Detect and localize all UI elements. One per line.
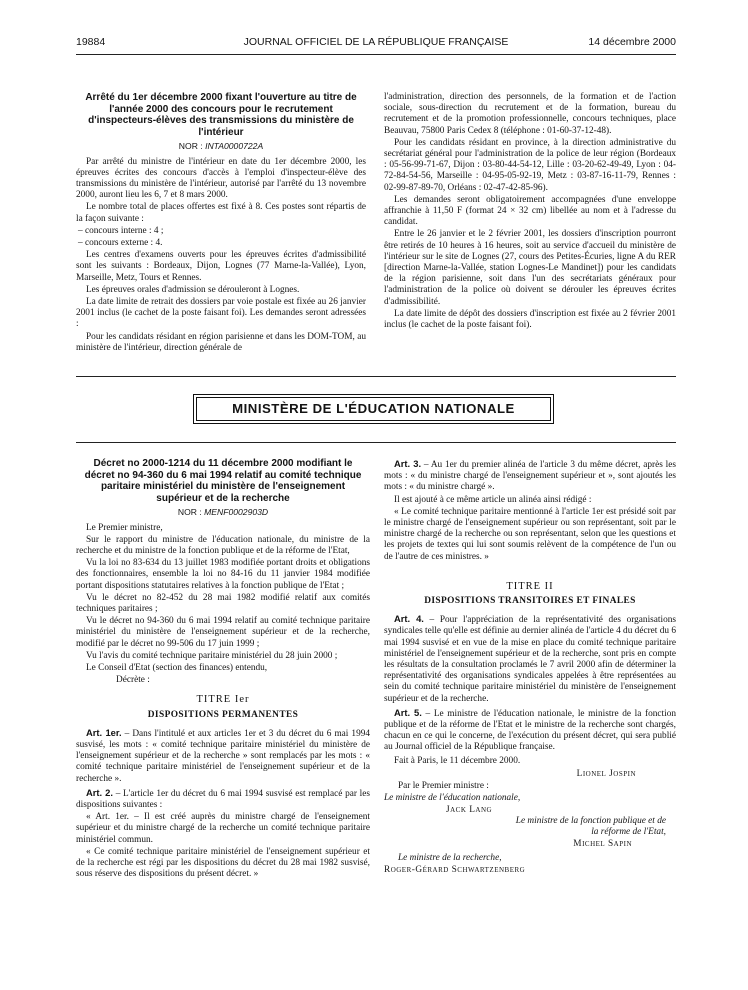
art-4-text: – Pour l'appréciation de la représentativité des organisations syndicales telle qu'elle est définie au dernier alinéa de l'article 4 du décret du 6 mai 1994 susvisé et en vue de la mise en place du comité technique paritaire ministériel de l'enseignement supérieur et de la recherche, sont pris en compte les résultats de la consultation proclamés le 7 avril 2000 afin de déterminer la représentativité des organisations syndicales appelées à être représentées au sein du comité technique paritaire ministériel du ministère de l'enseignement supérieur et de la recherche. <box>384 615 676 704</box>
nor-label: NOR : <box>178 141 203 152</box>
minister-fonction-publique-title: Le ministre de la fonction publique et de la réforme de l'Etat, <box>515 815 666 837</box>
arrete-nor <box>76 141 366 152</box>
nor-code: INTA0000722A <box>205 141 264 152</box>
signature-education: Jack Lang <box>446 804 493 815</box>
art-2-quote: « Art. 1er. – Il est créé auprès du ministre chargé de l'enseignement supérieur et du ministre chargé de la recherche un comité technique paritaire ministériel commun. <box>76 812 370 845</box>
decret-title: Décret no 2000-1214 du 11 décembre 2000 modifiant le décret no 94-360 du 6 mai 1994 relatif au comité technique paritaire ministériel du ministère de l'enseignement supérieur et de la recherche <box>84 458 362 504</box>
journal-title: JOURNAL OFFICIEL DE LA RÉPUBLIQUE FRANÇAISE <box>243 36 509 48</box>
signature-fonction-publique: Michel Sapin <box>573 838 632 849</box>
preamble-line: Sur le rapport du ministre de l'éducation nationale, du ministre de la recherche et du ministre de la fonction publique et de la réforme de l'Etat, <box>76 534 370 556</box>
page-header <box>76 36 676 52</box>
arrete-paragraph: La date limite de dépôt des dossiers d'inscription est fixée au 2 février 2001 inclus (le cachet de la poste faisant foi). <box>384 308 676 331</box>
art-1-label: Art. 1er. <box>86 726 122 738</box>
preamble-line: Vu le décret no 82-452 du 28 mai 1982 modifié relatif aux comités techniques paritaires ; <box>76 592 370 614</box>
minister-education-title: Le ministre de l'éducation nationale, <box>384 792 521 803</box>
section-rule <box>76 376 676 377</box>
art-3-paragraph: Il est ajouté à ce même article un alinéa ainsi rédigé : <box>394 494 592 505</box>
titre-1-heading: DISPOSITIONS PERMANENTES <box>147 709 299 720</box>
section-rule <box>76 442 676 443</box>
art-5-label: Art. 5. <box>394 706 422 718</box>
arrete-paragraph: Les épreuves orales d'admission se dérouleront à Lognes. <box>86 284 300 295</box>
art-4-label: Art. 4. <box>394 613 424 625</box>
titre-2: TITRE II <box>506 580 554 592</box>
fait-a-paris: Fait à Paris, le 11 décembre 2000. <box>394 755 521 766</box>
arrete-title: Arrêté du 1er décembre 2000 fixant l'ouverture au titre de l'année 2000 des concours pour le recrutement d'inspecteurs-élèves des transmissions du ministère de l'intérieur <box>85 92 357 138</box>
decret-left-column <box>76 458 370 881</box>
arrete-paragraph: Le nombre total de places offertes est fixé à 8. Ces postes sont répartis de la façon suivante : <box>76 202 366 224</box>
decret-right-column <box>384 458 676 876</box>
art-5-text: – Le ministre de l'éducation nationale, le ministre de la fonction publique et de la réforme de l'Etat et le ministre de la recherche sont chargés, chacun en ce qui le concerne, de l'exécution du présent décret, qui sera publié au Journal officiel de la République française. <box>384 708 676 753</box>
art-1-text: – Dans l'intitulé et aux articles 1er et 3 du décret du 6 mai 1994 susvisé, les mots : « comité technique paritaire ministériel du ministère de l'enseignement supérieur et de la recherche » sont remplacés par les mots : « comité technique paritaire ministériel de l'enseignement supérieur et de la recherche ». <box>76 728 371 784</box>
arrete-paragraph: Entre le 26 janvier et le 2 février 2001, les dossiers d'inscription pourront être retirés de 10 heures à 16 heures, soit au service d'accueil du ministère de l'intérieur sur le site de Lognes (27, cours des Petites-Écuries, ligne A du RER [direction Marne-la-Vallée, station Lognes-Le Mandinet]) pour les candidats de la région parisienne, soit dans l'un des secrétariats généraux pour l'administration de la police où doivent se dérouler les épreuves écrites d'admissibilité. <box>384 229 676 307</box>
preamble-line: Le Premier ministre, <box>86 522 163 533</box>
arrete-paragraph: Pour les candidats résidant en province, à la direction administrative du secrétariat général pour l'administration de la police de leur région (Bordeaux : 05-56-99-71-67, Dijon : 03-80-44-54-12, Lille : 03-20-62-49-49, Lyon : 04-72-84-54-56, Marseille : 04-95-05-92-19, Metz : 03-87-16-11-79, Rennes : 02-99-87-89-70, Orléans : 02-47-42-85-96). <box>384 137 676 193</box>
article-3 <box>384 458 676 494</box>
art-3-label: Art. 3. <box>394 458 422 469</box>
arrete-paragraph: Pour les candidats résidant en région parisienne et dans les DOM-TOM, au ministère de l'intérieur, direction générale de <box>76 331 366 353</box>
arrete-list-item: – concours interne : 4 ; <box>78 225 164 236</box>
arrete-paragraph: La date limite de retrait des dossiers par voie postale est fixée au 26 janvier 2001 inclus (le cachet de la poste faisant foi). Les demandes seront adressées : <box>76 297 366 330</box>
titre-2-heading: DISPOSITIONS TRANSITOIRES ET FINALES <box>424 596 636 607</box>
minister-recherche-title: Le ministre de la recherche, <box>398 852 502 863</box>
art-3-text: – Au 1er du premier alinéa de l'article 3 du même décret, après les mots : « du ministre chargé de l'enseignement supérieur et », sont ajoutés les mots : « du ministre chargé ». <box>384 460 677 493</box>
article-2 <box>76 787 370 811</box>
arrete-paragraph: l'administration, direction des personnels, de la formation et de l'action sociale, sous-direction du recrutement et de la formation, bureau du recrutement et de la promotion professionnelle, concours techniques, place Beauvau, 75800 Paris Cedex 8 (téléphone : 01-60-37-12-48). <box>384 92 676 136</box>
preamble-line: Le Conseil d'Etat (section des finances) entendu, <box>86 663 268 674</box>
article-4 <box>384 613 676 705</box>
arrete-paragraph: Les centres d'examens ouverts pour les épreuves écrites d'admissibilité sont les suivants : Bordeaux, Dijon, Lognes (77 Marne-la-Vallée), Lyon, Marseille, Metz, Tours et Rennes. <box>76 250 366 283</box>
header-rule <box>76 54 676 55</box>
preamble-line: Vu la loi no 83-634 du 13 juillet 1983 modifiée portant droits et obligations des fonctionnaires, ensemble la loi no 84-16 du 11 janvier 1984 modifiée portant dispositions statutaires relatives à la fonction publique de l'Etat ; <box>76 558 370 591</box>
arrete-paragraph: Par arrêté du ministre de l'intérieur en date du 1er décembre 2000, les épreuves écrites des concours d'accès à l'emploi d'inspecteur-élève des transmissions du ministère de l'intérieur, autorisé par l'arrêté du 13 novembre 2000, auront lieu les 6, 7 et 8 mars 2000. <box>76 156 366 201</box>
art-2-text: – L'article 1er du décret du 6 mai 1994 susvisé est remplacé par les dispositions suivantes : <box>76 788 370 811</box>
par-premier-ministre: Par le Premier ministre : <box>398 780 489 791</box>
issue-date: 14 décembre 2000 <box>588 36 676 48</box>
art-2-quote: « Ce comité technique paritaire ministériel de l'enseignement supérieur et de la recherche est régi par les dispositions du décret du 28 mai 1982 susvisé, sous réserve des dispositions du présent décret. » <box>76 846 370 880</box>
decret-nor <box>76 507 370 518</box>
art-2-label: Art. 2. <box>86 786 113 798</box>
decrete: Décrète : <box>116 675 150 686</box>
art-3-quote: « Le comité technique paritaire mentionné à l'article 1er est présidé soit par le ministre chargé de l'enseignement supérieur ou son représentant, soit par le ministre chargé de la recherche ou son représentant, selon que les questions et les projets de textes qui lui sont soumis relèvent de la compétence de l'un ou de l'autre de ces ministres. » <box>384 506 676 562</box>
ministry-banner: MINISTÈRE DE L'ÉDUCATION NATIONALE <box>196 397 551 421</box>
signature-recherche: Roger-Gérard Schwartzenberg <box>384 864 526 875</box>
nor-code: MENF0002903D <box>204 507 269 518</box>
nor-label: NOR : <box>177 507 202 518</box>
titre-1: TITRE Ier <box>196 694 250 706</box>
signature-pm: Lionel Jospin <box>576 768 636 779</box>
preamble-line: Vu le décret no 94-360 du 6 mai 1994 relatif au comité technique paritaire ministériel du ministère de l'enseignement supérieur et de la recherche, modifié par le décret no 99-506 du 17 juin 1999 ; <box>76 616 370 649</box>
arrete-list-item: – concours externe : 4. <box>78 238 163 248</box>
article-1 <box>76 727 370 785</box>
arrete-right-column <box>384 92 676 332</box>
preamble-line: Vu l'avis du comité technique paritaire ministériel du 28 juin 2000 ; <box>86 650 338 661</box>
arrete-left-column <box>76 92 366 355</box>
signatures <box>384 768 676 876</box>
page-number: 19884 <box>76 36 106 48</box>
arrete-paragraph: Les demandes seront obligatoirement accompagnées d'une enveloppe affranchie à 11,50 F (format 24 × 32 cm) libellée au nom et à l'adresse du candidat. <box>384 194 676 228</box>
article-5 <box>384 707 676 754</box>
